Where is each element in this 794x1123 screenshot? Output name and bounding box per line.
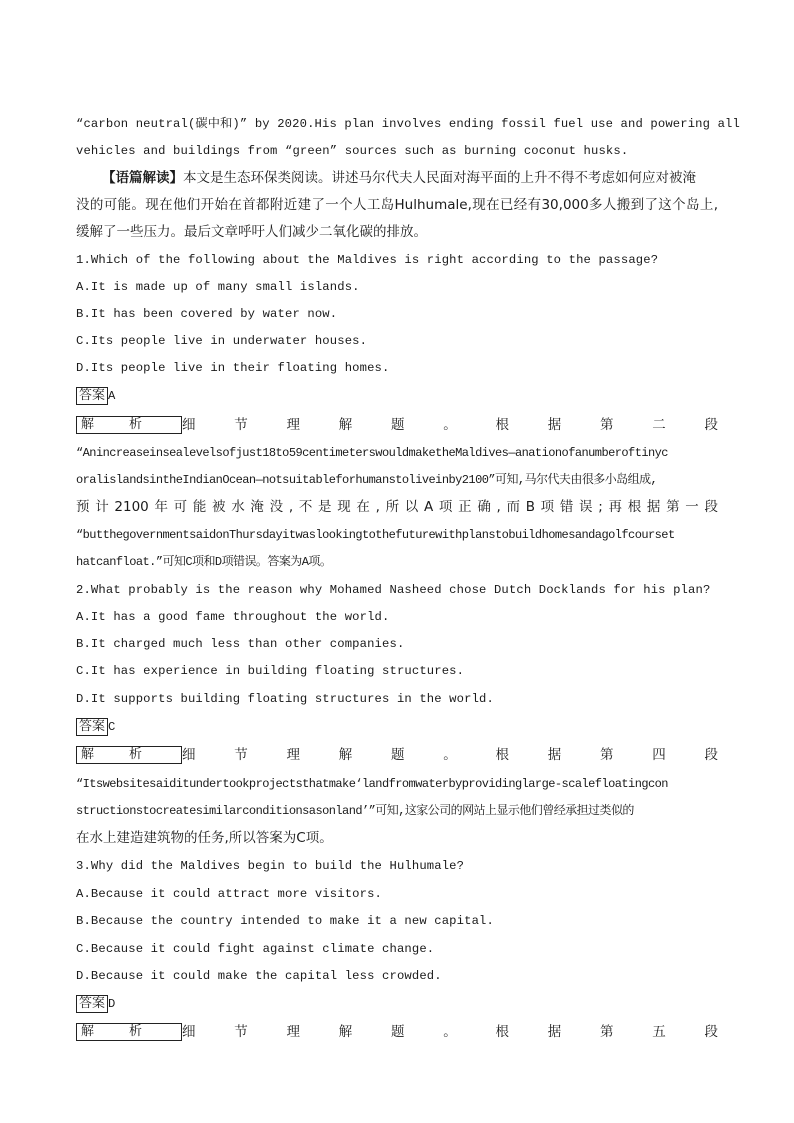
question-1-analysis-line-3: 预计2100年可能被水淹没,不是现在,所以A项正确,而B项错误;再根据第一段: [76, 499, 718, 515]
question-1-option-b: B.It has been covered by water now.: [76, 307, 338, 321]
question-1-analysis-head: [76, 416, 718, 436]
analysis-head-char: 节: [234, 747, 248, 763]
summary-label: 【语篇解读】: [102, 170, 183, 186]
analysis-head-char: 段: [704, 1024, 718, 1040]
question-3-option-b: B.Because the country intended to make it a new capital.: [76, 914, 494, 928]
analysis-head-text: [182, 416, 718, 434]
analysis-head-char: 根: [495, 1024, 509, 1040]
question-1-option-d: D.Its people live in their floating homes.: [76, 361, 390, 375]
intro-line-1: “carbon neutral(碳中和)” by 2020.His plan involves ending fossil fuel use and powering all: [76, 117, 740, 131]
summary-line-2: 没的可能。现在他们开始在首都附近建了一个人工岛Hulhumale,现在已经有30,000多人搬到了这个岛上,: [76, 197, 718, 213]
analysis-head-char: 据: [547, 747, 562, 763]
question-3-option-c: C.Because it could fight against climate change.: [76, 942, 435, 956]
analysis-head-char: 。: [443, 1024, 457, 1040]
analysis-head-char: 第: [600, 747, 614, 763]
analysis-head-char: 解: [338, 417, 353, 433]
analysis-label-char-2: 析: [129, 417, 143, 432]
question-1-option-c: C.Its people live in underwater houses.: [76, 334, 368, 348]
analysis-head-char: 细: [182, 417, 196, 433]
question-3-option-a: A.Because it could attract more visitors.: [76, 887, 383, 901]
question-1-analysis-line-2: oralislandsintheIndianOcean—notsuitableforhumanstoliveinby2100”可知,马尔代夫由很多小岛组成,: [76, 473, 658, 487]
analysis-head-char: 二: [652, 417, 666, 433]
question-2-analysis-line-3: 在水上建造建筑物的任务,所以答案为C项。: [76, 830, 333, 846]
analysis-label-char-1: 解: [81, 417, 95, 432]
analysis-head-char: 理: [286, 1024, 300, 1040]
answer-label-box: 答案: [76, 387, 108, 405]
analysis-head-char: 节: [234, 417, 248, 433]
analysis-head-char: 根: [495, 747, 509, 763]
analysis-head-char: 理: [286, 747, 300, 763]
analysis-label-box: [76, 1023, 182, 1041]
analysis-head-char: 题: [391, 747, 405, 763]
analysis-head-char: 据: [547, 1024, 562, 1040]
analysis-label-char-2: 析: [129, 1024, 143, 1039]
question-3-answer-row: [76, 994, 718, 1013]
analysis-head-char: 题: [391, 417, 405, 433]
question-1-analysis-line-4: “butthegovernmentsaidonThursdayitwaslookingtothefuturewithplanstobuildhomesandagolfcourset: [76, 528, 675, 542]
summary-line-1: [102, 169, 718, 187]
question-2-option-a: A.It has a good fame throughout the world.: [76, 610, 390, 624]
analysis-head-char: 根: [495, 417, 509, 433]
analysis-head-text: [182, 746, 718, 764]
question-1-analysis-line-1: “Anincreaseinsealevelsofjust18to59centimeterswouldmaketheMaldives—anationofanumberoftinyc: [76, 446, 668, 460]
analysis-label-char-1: 解: [81, 1024, 95, 1039]
question-2-answer-row: [76, 717, 718, 736]
analysis-head-char: 段: [704, 747, 718, 763]
question-1-answer-row: [76, 386, 718, 405]
analysis-head-char: 。: [443, 747, 457, 763]
analysis-head-char: 。: [443, 417, 457, 433]
analysis-head-char: 节: [234, 1024, 248, 1040]
analysis-label-box: [76, 746, 182, 764]
analysis-head-char: 题: [391, 1024, 405, 1040]
analysis-head-char: 细: [182, 747, 196, 763]
question-3-answer: D: [108, 997, 116, 1011]
question-1-answer: A: [108, 389, 116, 403]
question-3-stem: 3.Why did the Maldives begin to build the Hulhumale?: [76, 859, 465, 873]
analysis-head-char: 据: [547, 417, 562, 433]
question-2-analysis-line-2: structionstocreatesimilarconditionsasonland’”可知,这家公司的网站上显示他们曾经承担过类似的: [76, 804, 634, 818]
answer-label-box: 答案: [76, 995, 108, 1013]
analysis-label-char-1: 解: [81, 747, 95, 762]
question-3-analysis-head: [76, 1023, 718, 1043]
analysis-head-char: 五: [652, 1024, 666, 1040]
question-2-analysis-line-1: “Itswebsitesaiditundertookprojectsthatmake‘landfromwaterbyprovidinglarge-scalefloatingcon: [76, 777, 668, 791]
question-1-stem: 1.Which of the following about the Maldives is right according to the passage?: [76, 253, 659, 267]
analysis-label-char-2: 析: [129, 747, 143, 762]
analysis-head-char: 四: [652, 747, 666, 763]
analysis-label-box: [76, 416, 182, 434]
question-1-option-a: A.It is made up of many small islands.: [76, 280, 360, 294]
question-2-answer: C: [108, 720, 116, 734]
analysis-head-text: [182, 1023, 718, 1041]
analysis-head-char: 细: [182, 1024, 196, 1040]
analysis-head-char: 理: [286, 417, 300, 433]
answer-label-box: 答案: [76, 718, 108, 736]
analysis-head-char: 解: [338, 1024, 353, 1040]
intro-line-2: vehicles and buildings from “green” sources such as burning coconut husks.: [76, 144, 629, 158]
analysis-head-char: 第: [600, 417, 614, 433]
summary-line-3: 缓解了一些压力。最后文章呼吁人们减少二氧化碳的排放。: [76, 224, 427, 240]
analysis-head-char: 解: [338, 747, 353, 763]
question-1-analysis-line-5: hatcanfloat.”可知C项和D项错误。答案为A项。: [76, 555, 332, 569]
question-2-option-d: D.It supports building floating structures in the world.: [76, 692, 494, 706]
analysis-head-char: 第: [600, 1024, 614, 1040]
question-2-analysis-head: [76, 746, 718, 766]
question-3-option-d: D.Because it could make the capital less crowded.: [76, 969, 442, 983]
analysis-head-char: 段: [704, 417, 718, 433]
question-2-option-c: C.It has experience in building floating structures.: [76, 664, 465, 678]
question-2-option-b: B.It charged much less than other companies.: [76, 637, 405, 651]
question-2-stem: 2.What probably is the reason why Mohamed Nasheed chose Dutch Docklands for his plan?: [76, 583, 711, 597]
summary-text-1: 本文是生态环保类阅读。讲述马尔代夫人民面对海平面的上升不得不考虑如何应对被淹: [183, 170, 696, 186]
